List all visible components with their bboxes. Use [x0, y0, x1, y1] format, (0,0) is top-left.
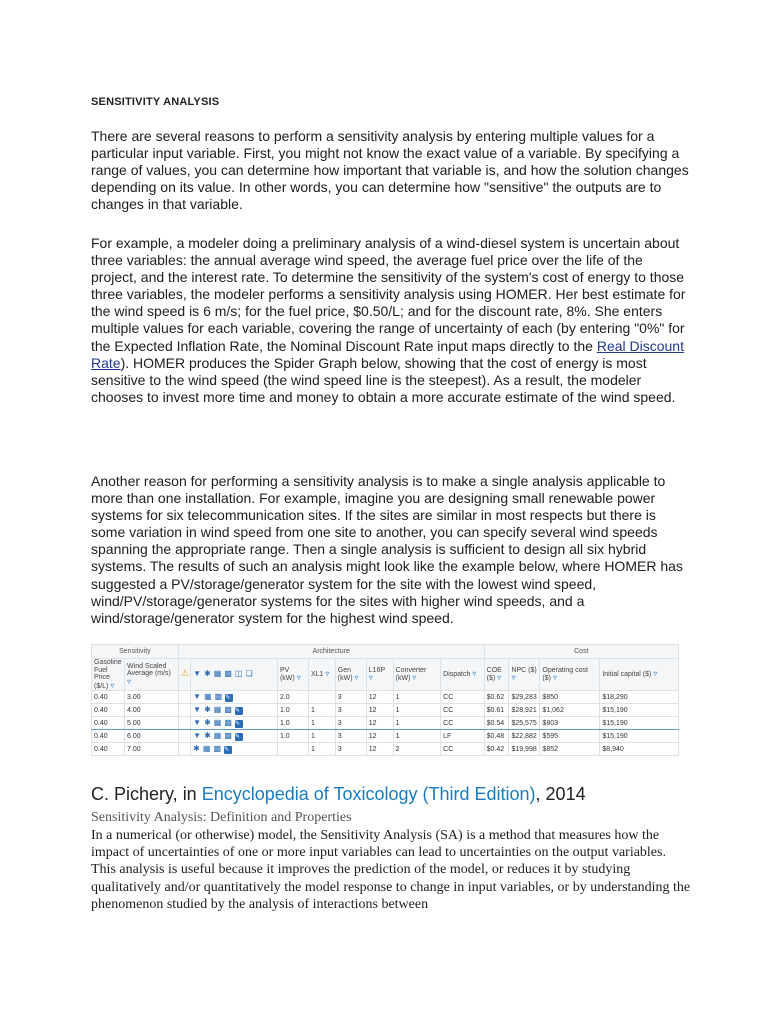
filter-icon[interactable]: ▿	[653, 669, 658, 679]
section-subtitle: Sensitivity Analysis: Definition and Properties	[91, 810, 352, 825]
battery-icon: ▩	[224, 718, 235, 727]
table-row[interactable]: 0.40 4.00 ▼✱▦▩✎ 1.0 1 3 12 1 CC $0.61 $28,921 $1,062 $15,190	[92, 704, 679, 717]
components-cell	[191, 704, 278, 717]
filter-icon[interactable]: ▿	[552, 673, 557, 682]
generator-icon: ▦	[213, 718, 225, 727]
battery-icon: ▩	[213, 744, 224, 753]
wind-turbine-icon: ▼	[193, 731, 205, 740]
results-grid	[91, 644, 679, 756]
pv-panel-icon: ✱	[204, 718, 214, 727]
col-wind-speed[interactable]: Wind Scaled Average (m/s) ▿	[125, 659, 179, 691]
group-header-row	[92, 645, 679, 659]
col-initial-capital[interactable]: Initial capital ($) ▿	[600, 659, 679, 691]
column-header-row	[92, 659, 679, 691]
filter-icon[interactable]: ▿	[296, 673, 301, 682]
col-dispatch[interactable]: Dispatch ▿	[441, 659, 485, 691]
filter-icon[interactable]: ▿	[127, 676, 132, 686]
group-sensitivity: Sensitivity	[92, 645, 179, 659]
edit-icon[interactable]: ✎	[224, 747, 233, 753]
col-l16p[interactable]: L16P ▿	[366, 659, 393, 691]
edit-icon[interactable]: ✎	[234, 708, 243, 714]
section-heading: SENSITIVITY ANALYSIS	[91, 96, 220, 108]
components-cell	[191, 730, 278, 743]
citation	[91, 784, 586, 805]
battery-icon: ▩	[224, 705, 235, 714]
wind-turbine-icon: ▼	[193, 705, 205, 714]
battery-icon: ▩	[224, 731, 235, 740]
table-row[interactable]: 0.40 3.00 ▼▦▩✎ 2.0 3 12 1 CC $0.62 $29,283 $850 $18,290	[92, 691, 679, 704]
edit-icon[interactable]: ✎	[225, 695, 234, 701]
col-fuel-price[interactable]: Gasoline Fuel Price ($/L) ▿	[92, 659, 125, 691]
warning-icon: ⚠	[180, 668, 189, 679]
col-coe[interactable]: COE ($) ▿	[484, 659, 509, 691]
citation-year: , 2014	[535, 784, 586, 804]
col-xl1[interactable]: XL1 ▿	[308, 659, 335, 691]
group-cost: Cost	[484, 645, 678, 659]
wind-turbine-icon: ▼	[193, 669, 205, 679]
definition-paragraph: In a numerical (or otherwise) model, the Sensitivity Analysis (SA) is a method that measures how the impact of uncertainties of one or more input variables can lead to uncertainties on the output variables. This analysis is useful because it improves the prediction of the model, or reduces it by studying qualitatively and/or quantitatively the model response to change in input variables, or by understanding the phenomenon studied by the analysis of interactions between	[91, 828, 691, 912]
filter-icon[interactable]: ▿	[325, 669, 330, 679]
edit-icon[interactable]: ✎	[234, 721, 243, 727]
pv-panel-icon: ✱	[204, 731, 214, 740]
paragraph-installations: Another reason for performing a sensitivity analysis is to make a single analysis applicable to more than one installation. For example, imagine you are designing small renewable power systems for six telecommunication sites. If the sites are similar in most respects but there is some variation in wind speed from one site to another, you can specify several wind speeds spanning the appropriate range. Then a single analysis is sufficient to design all six hybrid systems. The results of such an analysis might look like the example below, where HOMER has suggested a PV/storage/generator system for the site with the lowest wind speed, wind/PV/storage/generator systems for the sites with higher wind speeds, and a wind/storage/generator system for the highest wind speed.	[91, 473, 683, 626]
col-converter[interactable]: Converter (kW) ▿	[393, 659, 441, 691]
table-row[interactable]: 0.40 5.00 ▼✱▦▩✎ 1.0 1 3 12 1 CC $0.54 $25,575 $803 $15,190	[92, 717, 679, 730]
paragraph-intro: There are several reasons to perform a sensitivity analysis by entering multiple values for a particular input variable. First, you might not know the exact value of a variable. By specifying a range of values, you can determine how important that variable is, and how the solution changes depending on its value. In other words, you can determine how "sensitive" the outputs are to changes in that variable.	[91, 128, 689, 213]
components-cell	[191, 691, 278, 704]
pv-panel-icon: ✱	[204, 669, 214, 679]
paragraph-example-text-1: For example, a modeler doing a preliminary analysis of a wind-diesel system is uncertain about three variables: the annual average wind speed, the average fuel price over the life of the project, and the interest rate. To determine the sensitivity of the system's cost of energy to those three variables, the modeler performs a sensitivity analysis using HOMER. Her best estimate for the wind speed is 6 m/s; for the fuel price, $0.50/L; and for the discount rate, 8%. She enters multiple values for each variable, covering the range of uncertainty of each (by entering "0%" for the Expected Inflation Rate, the Nominal Discount Rate input maps directly to the	[91, 235, 686, 354]
col-pv[interactable]: PV (kW) ▿	[277, 659, 308, 691]
components-cell	[191, 743, 278, 756]
filter-icon[interactable]: ▿	[511, 673, 516, 682]
col-components	[191, 659, 278, 691]
group-architecture: Architecture	[178, 645, 484, 659]
table-row[interactable]: 0.40 6.00 ▼✱▦▩✎ 1.0 1 3 12 1 LF $0.48 $22,882 $595 $15,190	[92, 730, 679, 743]
real-discount-rate-link[interactable]: Real Discount Rate	[91, 337, 684, 371]
generator-icon: ▦	[204, 692, 215, 701]
pv-panel-icon: ✱	[193, 744, 203, 753]
col-warning	[178, 659, 190, 691]
generator-icon: ▦	[213, 669, 225, 679]
citation-source-link[interactable]: Encyclopedia of Toxicology (Third Edition)	[201, 784, 536, 804]
generator-icon: ▦	[202, 744, 214, 753]
wind-turbine-icon: ▼	[193, 692, 205, 701]
wind-turbine-icon: ▼	[193, 718, 205, 727]
paragraph-example	[91, 235, 691, 406]
filter-icon[interactable]: ▿	[412, 673, 417, 682]
citation-author: C. Pichery, in	[91, 784, 202, 804]
battery-icon: ▩	[214, 692, 226, 701]
edit-icon: ❏	[245, 669, 256, 679]
battery-icon: ▩	[224, 669, 235, 679]
generator-icon: ▦	[213, 705, 225, 714]
generator-icon: ▦	[213, 731, 225, 740]
filter-icon[interactable]: ▿	[110, 680, 115, 690]
col-npc[interactable]: NPC ($) ▿	[509, 659, 540, 691]
results-table	[91, 644, 679, 770]
components-cell	[191, 717, 278, 730]
pv-panel-icon: ✱	[204, 705, 214, 714]
filter-icon[interactable]: ▿	[472, 669, 477, 679]
paragraph-example-text-2: ). HOMER produces the Spider Graph below, showing that the cost of energy is most sensitive to the wind speed (the wind speed line is the steepest). As a result, the modeler chooses to invest more time and money to obtain a more accurate estimate of the wind speed.	[91, 354, 676, 405]
converter-icon: ◫	[234, 669, 246, 679]
filter-icon[interactable]: ▿	[354, 673, 359, 682]
filter-icon[interactable]: ▿	[368, 673, 373, 682]
col-gen[interactable]: Gen (kW) ▿	[335, 659, 366, 691]
edit-icon[interactable]: ✎	[234, 734, 243, 740]
col-operating-cost[interactable]: Operating cost ($) ▿	[540, 659, 600, 691]
table-row[interactable]: 0.40 7.00 ✱▦▩✎ 1 3 12 2 CC $0.42 $19,998 $852 $8,940	[92, 743, 679, 756]
filter-icon[interactable]: ▿	[497, 673, 502, 682]
